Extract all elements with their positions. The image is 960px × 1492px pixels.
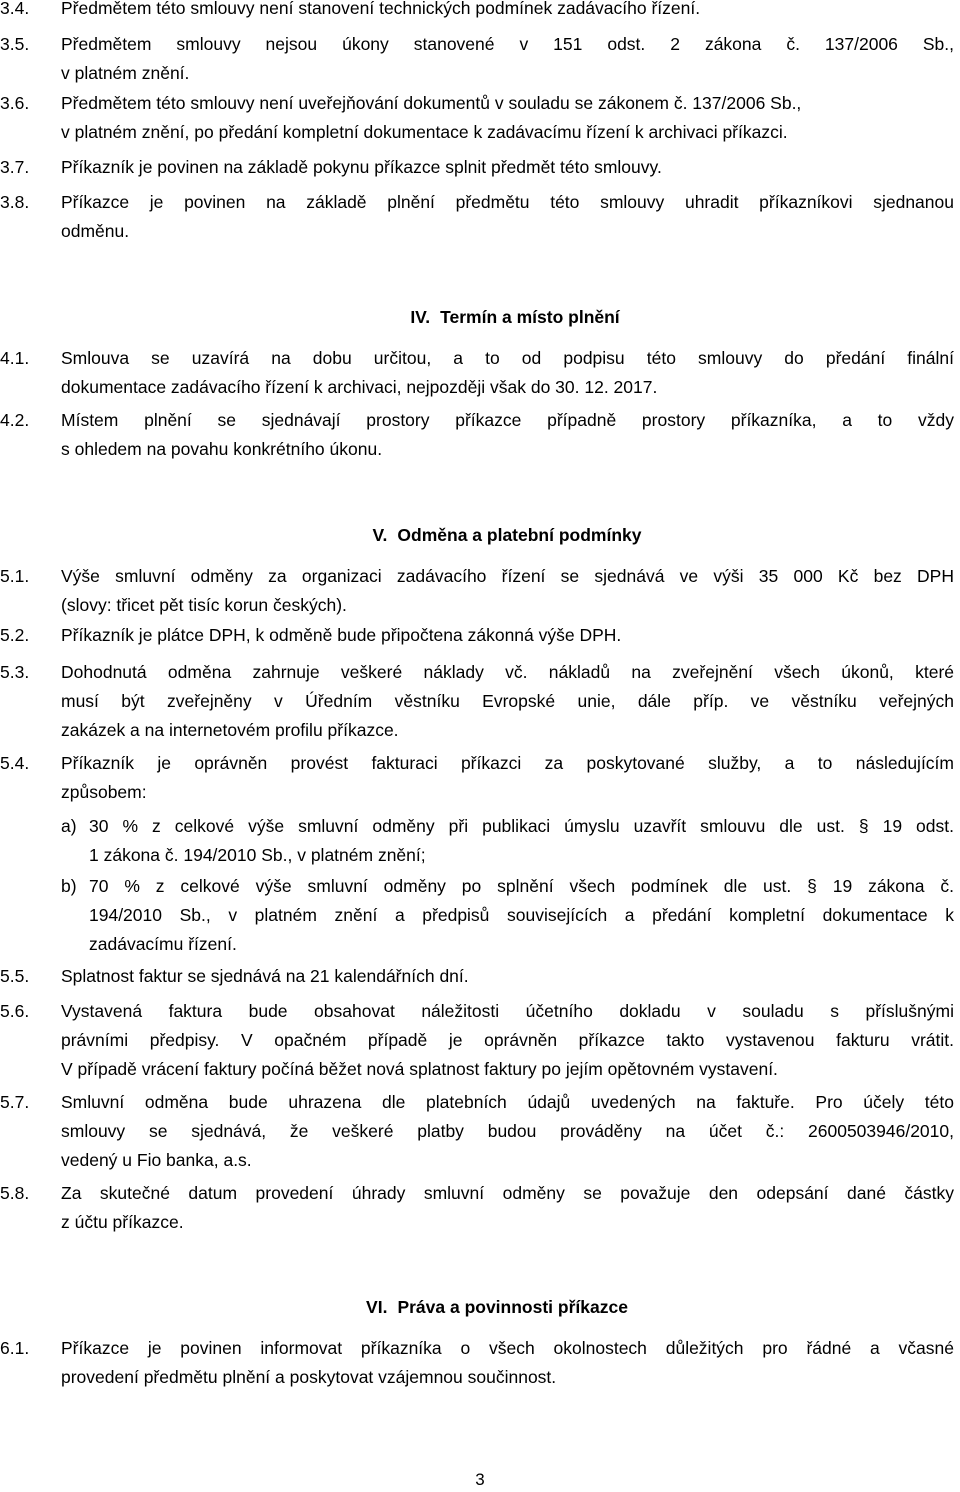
text-line: Předmětem smlouvy nejsou úkony stanovené v 151 odst. 2 zákona č. 137/2006 Sb.,: [61, 34, 954, 54]
text-line: Smlouva se uzavírá na dobu určitou, a to od podpisu této smlouvy do předání finální: [61, 348, 954, 368]
clause-number: 5.3.: [0, 662, 30, 682]
clause-number: 5.1.: [0, 566, 30, 586]
clause-text: [61, 1179, 954, 1237]
text-line: smlouvy se sjednává, že veškeré platby budou prováděny na účet č.: 2600503946/2010,: [61, 1121, 954, 1141]
text-line: 1 zákona č. 194/2010 Sb., v platném znění;: [89, 845, 426, 865]
clause-text: [61, 749, 954, 807]
clause-number: 5.6.: [0, 1001, 30, 1021]
text-line: Místem plnění se sjednávají prostory příkazce případně prostory příkazníka, a to vždy: [61, 410, 954, 430]
clause-text: [61, 962, 954, 991]
text-line: způsobem:: [61, 782, 147, 802]
clause-number: 3.6.: [0, 93, 30, 113]
clause-number: 5.4.: [0, 753, 30, 773]
subclause-letter: b): [61, 876, 77, 896]
heading-number: VI.: [366, 1297, 388, 1317]
clause-number: 5.2.: [0, 625, 30, 645]
text-line: Příkazník je povinen na základě pokynu příkazce splnit předmět této smlouvy.: [61, 157, 662, 177]
text-line: Příkazník je oprávněn provést fakturaci příkazci za poskytované služby, a to následujícím: [61, 753, 954, 773]
subclause-letter: a): [61, 816, 77, 836]
clause-number: 5.5.: [0, 966, 30, 986]
text-line: 194/2010 Sb., v platném znění a předpisů souvisejících a předání kompletní dokumentace k: [89, 905, 954, 925]
heading-title: Odměna a platební podmínky: [397, 525, 642, 545]
text-line: s ohledem na povahu konkrétního úkonu.: [61, 439, 383, 459]
clause-number: 3.4.: [0, 0, 30, 18]
clause-number: 3.7.: [0, 157, 30, 177]
clause-number: 4.2.: [0, 410, 30, 430]
text-line: Splatnost faktur se sjednává na 21 kalendářních dní.: [61, 966, 469, 986]
clause-text: [61, 562, 954, 620]
heading-title: Práva a povinnosti příkazce: [397, 1297, 628, 1317]
text-line: vedený u Fio banka, a.s.: [61, 1150, 252, 1170]
section-heading-v: [0, 521, 960, 550]
heading-number: IV.: [410, 307, 431, 327]
subclause-text: [89, 872, 954, 959]
clause-text: [61, 153, 954, 182]
clause-text: [61, 89, 900, 147]
section-heading-vi: [0, 1293, 960, 1322]
heading-number: V.: [372, 525, 388, 545]
subclause-text: [89, 812, 954, 870]
text-line: provedení předmětu plnění a poskytovat vzájemnou součinnost.: [61, 1367, 557, 1387]
clause-number: 6.1.: [0, 1338, 30, 1358]
text-line: musí být zveřejněny v Úředním věstníku Evropské unie, dále příp. ve věstníku veřejných: [61, 691, 954, 711]
clause-text: [61, 658, 954, 745]
text-line: (slovy: třicet pět tisíc korun českých).: [61, 595, 347, 615]
text-line: 30 % z celkové výše smluvní odměny při publikaci úmyslu uzavřít smlouvu dle ust. § 19 odst.: [89, 816, 954, 836]
clause-text: [61, 30, 954, 88]
page-number: 3: [475, 1470, 485, 1489]
clause-number: 3.8.: [0, 192, 30, 212]
text-line: v platném znění, po předání kompletní dokumentace k zadávacímu řízení k archivaci příkazci.: [61, 122, 788, 142]
text-line: Dohodnutá odměna zahrnuje veškeré náklady vč. nákladů na zveřejnění všech úkonů, které: [61, 662, 954, 682]
heading-title: Termín a místo plnění: [440, 307, 620, 327]
text-line: Příkazce je povinen na základě plnění předmětu této smlouvy uhradit příkazníkovi sjednanou: [61, 192, 954, 212]
section-heading-iv: [0, 303, 960, 332]
clause-text: [61, 1334, 954, 1392]
text-line: Za skutečné datum provedení úhrady smluvní odměny se považuje den odepsání dané částky: [61, 1183, 954, 1203]
text-line: V případě vrácení faktury počíná běžet nová splatnost faktury po jejím opětovném vystavení.: [61, 1059, 778, 1079]
clause-number: 5.7.: [0, 1092, 30, 1112]
text-line: právními předpisy. V opačném případě je oprávněn příkazce takto vystavenou fakturu vrátit.: [61, 1030, 954, 1050]
clause-text: [61, 621, 954, 650]
clause-text: [61, 188, 954, 246]
text-line: Předmětem této smlouvy není uveřejňování dokumentů v souladu se zákonem č. 137/2006 Sb.,: [61, 93, 802, 113]
text-line: Výše smluvní odměny za organizaci zadávacího řízení se sjednává ve výši 35 000 Kč bez DPH: [61, 566, 954, 586]
text-line: zakázek a na internetovém profilu příkazce.: [61, 720, 399, 740]
clause-text: [61, 1088, 954, 1175]
clause-number: 4.1.: [0, 348, 30, 368]
clause-text: [61, 344, 954, 402]
text-line: zadávacímu řízení.: [89, 934, 237, 954]
text-line: odměnu.: [61, 221, 130, 241]
text-line: Příkazník je plátce DPH, k odměně bude připočtena zákonná výše DPH.: [61, 625, 622, 645]
clause-text: [61, 997, 954, 1084]
clause-number: 5.8.: [0, 1183, 30, 1203]
text-line: Předmětem této smlouvy není stanovení technických podmínek zadávacího řízení.: [61, 0, 701, 18]
text-line: Smluvní odměna bude uhrazena dle platebních údajů uvedených na faktuře. Pro účely této: [61, 1092, 954, 1112]
text-line: Vystavená faktura bude obsahovat náležitosti účetního dokladu v souladu s příslušnými: [61, 1001, 954, 1021]
clause-number: 3.5.: [0, 34, 30, 54]
clause-text: [61, 406, 954, 464]
text-line: 70 % z celkové výše smluvní odměny po splnění všech podmínek dle ust. § 19 zákona č.: [89, 876, 954, 896]
text-line: z účtu příkazce.: [61, 1212, 184, 1232]
text-line: dokumentace zadávacího řízení k archivaci, nejpozději však do 30. 12. 2017.: [61, 377, 658, 397]
text-line: v platném znění.: [61, 63, 190, 83]
text-line: Příkazce je povinen informovat příkazníka o všech okolnostech důležitých pro řádné a včasné: [61, 1338, 954, 1358]
clause-text: [61, 0, 954, 23]
